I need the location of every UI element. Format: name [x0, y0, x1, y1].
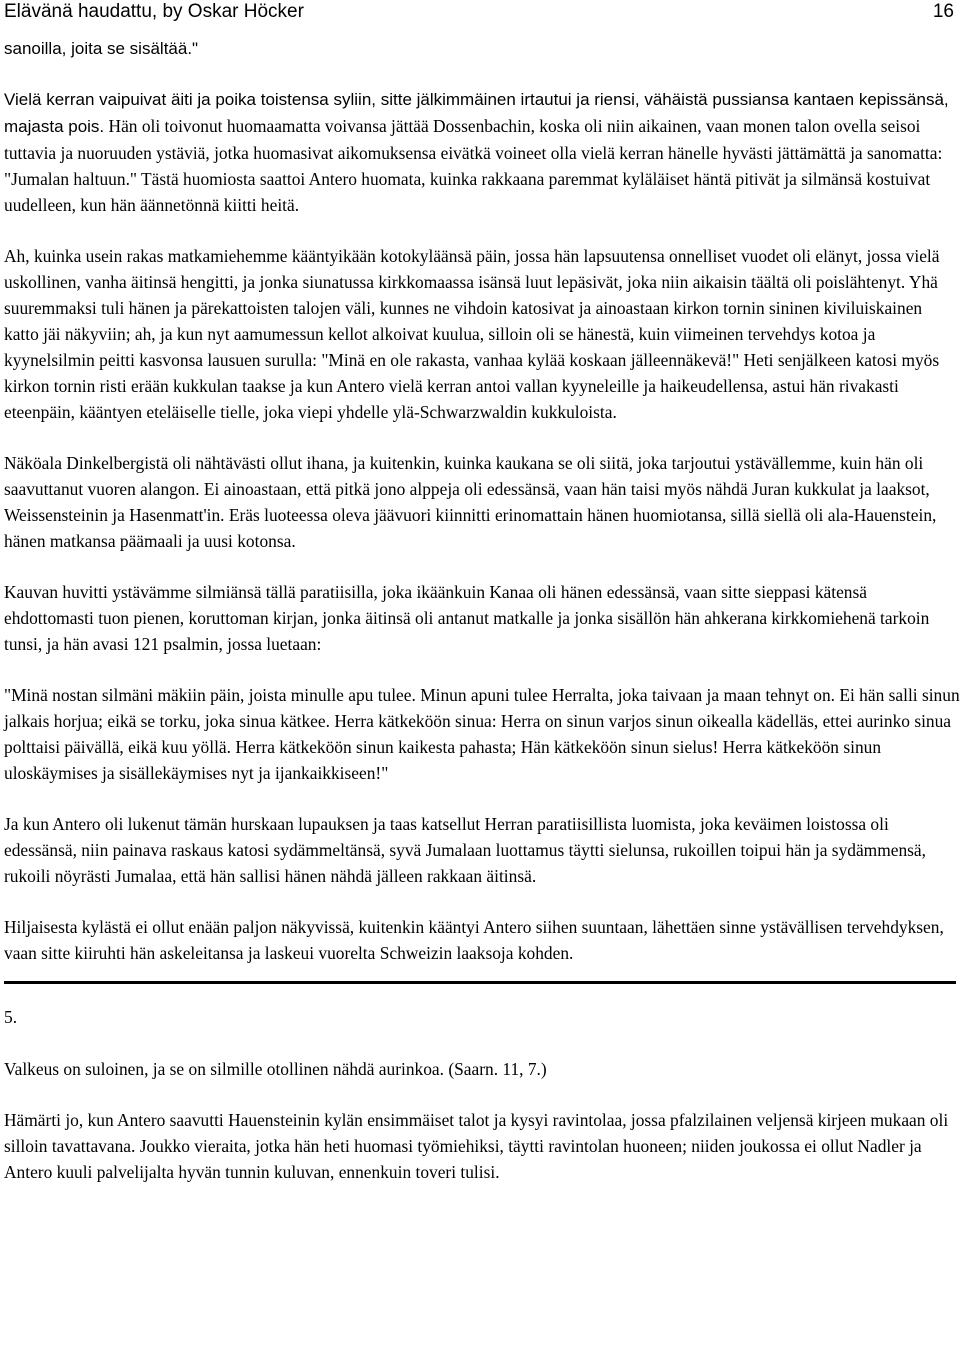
paragraph-7: Hiljaisesta kylästä ei ollut enään paljon näkyvissä, kuitenkin kääntyi Antero siihen suuntaan, lähettäen sinne ystävällisen tervehdyksen, vaan sitte kiiruhti hän askeleitansa ja laskeui vuorelta Schweizin laaksoja kohden. [4, 917, 944, 963]
paragraph-4: Kauvan huvitti ystävämme silmiänsä tällä paratiisilla, joka ikäänkuin Kanaa oli hänen edessänsä, vaan sitte sieppasi kätensä ehdottomasti tuon pienen, koruttoman kirjan, jonka äitinsä oli antanut matkalle ja jonka sisällön hän ahkerana kirkkomiehenä tarkoin tunsi, ja hän avasi 121 psalmin, jossa luetaan: [4, 582, 930, 654]
chapter-number: 5. [4, 1007, 18, 1027]
lead-fragment: sanoilla, joita se sisältää." [4, 39, 199, 58]
chapter-epigraph: Valkeus on suloinen, ja se on silmille otollinen nähdä aurinkoa. (Saarn. 11, 7.) [4, 1059, 547, 1079]
page-header [4, 0, 956, 28]
paragraph-5: "Minä nostan silmäni mäkiin päin, joista minulle apu tulee. Minun apuni tulee Herralta, joka taivaan ja maan tehnyt on. Ei hän salli sinun jalkais horjua; eikä se torku, joka sinua kätkee. Herra kätkeköön sinua: Herra on sinun varjos sinun oikealla kädelläs, ettei aurinko sinua polttaisi päivällä, eikä kuu yöllä. Herra kätkeköön sinun kaikesta pahasta; Hän kätkeköön sinun sielus! Herra kätkeköön sinun uloskäymises ja sisällekäymises nyt ja ijankaikkiseen!" [4, 685, 960, 783]
book-title: Elävänä haudattu, by Oskar Höcker [4, 1, 304, 22]
paragraph-1 [4, 86, 960, 218]
paragraph-3: Näköala Dinkelbergistä oli nähtävästi ollut ihana, ja kuitenkin, kuinka kaukana se oli siitä, joka tarjoutui ystävällemme, kuin hän oli saavuttanut vuoren alangon. Ei ainoastaan, että pitkä jono alppeja oli edessänsä, vaan hän taisi myös nähdä Juran kukkulat ja laaksot, Weissensteinin ja Hasenmatt'in. Eräs luoteessa oleva jäävuori kiinnitti erinomattain hänen huomiotansa, sillä siellä oli ala-Hauenstein, hänen matkansa päämaali ja uusi kotonsa. [4, 453, 937, 551]
paragraph-1-serif-part: Hän oli toivonut huomaamatta voivansa jättää Dossenbachin, koska oli niin aikainen, vaan monen talon ovella seisoi tuttavia ja nuoruuden ystäviä, jotka huomasivat aikomuksensa eivätkä voineet olla vielä kerran hänelle hyvästi jättämättä ja sanomatta: "Jumalan haltuun." Tästä huomiosta saattoi Antero huomata, kuinka rakkaana paremmat kyläläiset häntä pitivät ja silmänsä kostuivat uudelleen, kun hän äännetönnä kiitti heitä. [4, 116, 943, 215]
page-content [4, 36, 960, 1210]
chapter-paragraph-1: Hämärti jo, kun Antero saavutti Hauensteinin kylän ensimmäiset talot ja kysyi ravintolaa, jossa pfalzilainen veljensä kirjeen mukaan oli silloin tavattavana. Joukko vieraita, jotka hän heti huomasi työmiehiksi, täytti ravintolan huoneen; niiden joukossa ei ollut Nadler ja Antero kuuli palvelijalta hyvän tunnin kuluvan, ennenkuin toveri tulisi. [4, 1110, 949, 1182]
paragraph-2: Ah, kuinka usein rakas matkamiehemme kääntyikään kotokyläänsä päin, jossa hän lapsuutensa onnelliset vuodet oli elänyt, jossa vielä uskollinen, vanha äitinsä hengitti, ja jonka siunatussa kirkkomaassa isänsä luut lepäsivät, joka niin aikaisin täältä oli poislähtenyt. Yhä suuremmaksi tuli hänen ja pärekattoisten talojen väli, kunnes ne vihdoin katosivat ja ainoastaan kirkon tornin sininen kiviluiskainen katto jäi näkyviin; ah, ja kun nyt aamumessun kellot alkoivat kuulua, silloin oli se hänestä, kuin viimeinen tervehdys kotoa ja kyynelsilmin peitti kasvonsa lausuen surulla: "Minä en ole rakasta, vanhaa kylää koskaan jälleennäkevä!" Heti senjälkeen katosi myös kirkon tornin risti erään kukkulan taakse ja kun Antero vielä kerran antoi vallan kyyneleille ja haikeudellensa, astui hän rivakasti eteenpäin, kääntyen eteläiselle tielle, joka viepi yhdelle ylä-Schwarzwaldin kukkuloista. [4, 246, 940, 422]
page-number: 16 [932, 1, 954, 22]
paragraph-1-sans-part: Vielä kerran vaipuivat äiti ja poika toistensa syliin, sitte jälkimmäinen irtautui ja riensi, vähäistä pussiansa kantaen kepissänsä, majasta pois. [4, 90, 949, 136]
chapter-divider [4, 981, 956, 984]
paragraph-6: Ja kun Antero oli lukenut tämän hurskaan lupauksen ja taas katsellut Herran paratiisillista luomista, joka keväimen loistossa oli edessänsä, niin painava raskaus katosi sydämmeltänsä, syvä Jumalaan luottamus täytti sielunsa, rukoillen toipui hän ja sydämmensä, rukoili nöyrästi Jumalaa, että hän sallisi hänen nähdä jälleen rakkaan äitinsä. [4, 814, 926, 886]
